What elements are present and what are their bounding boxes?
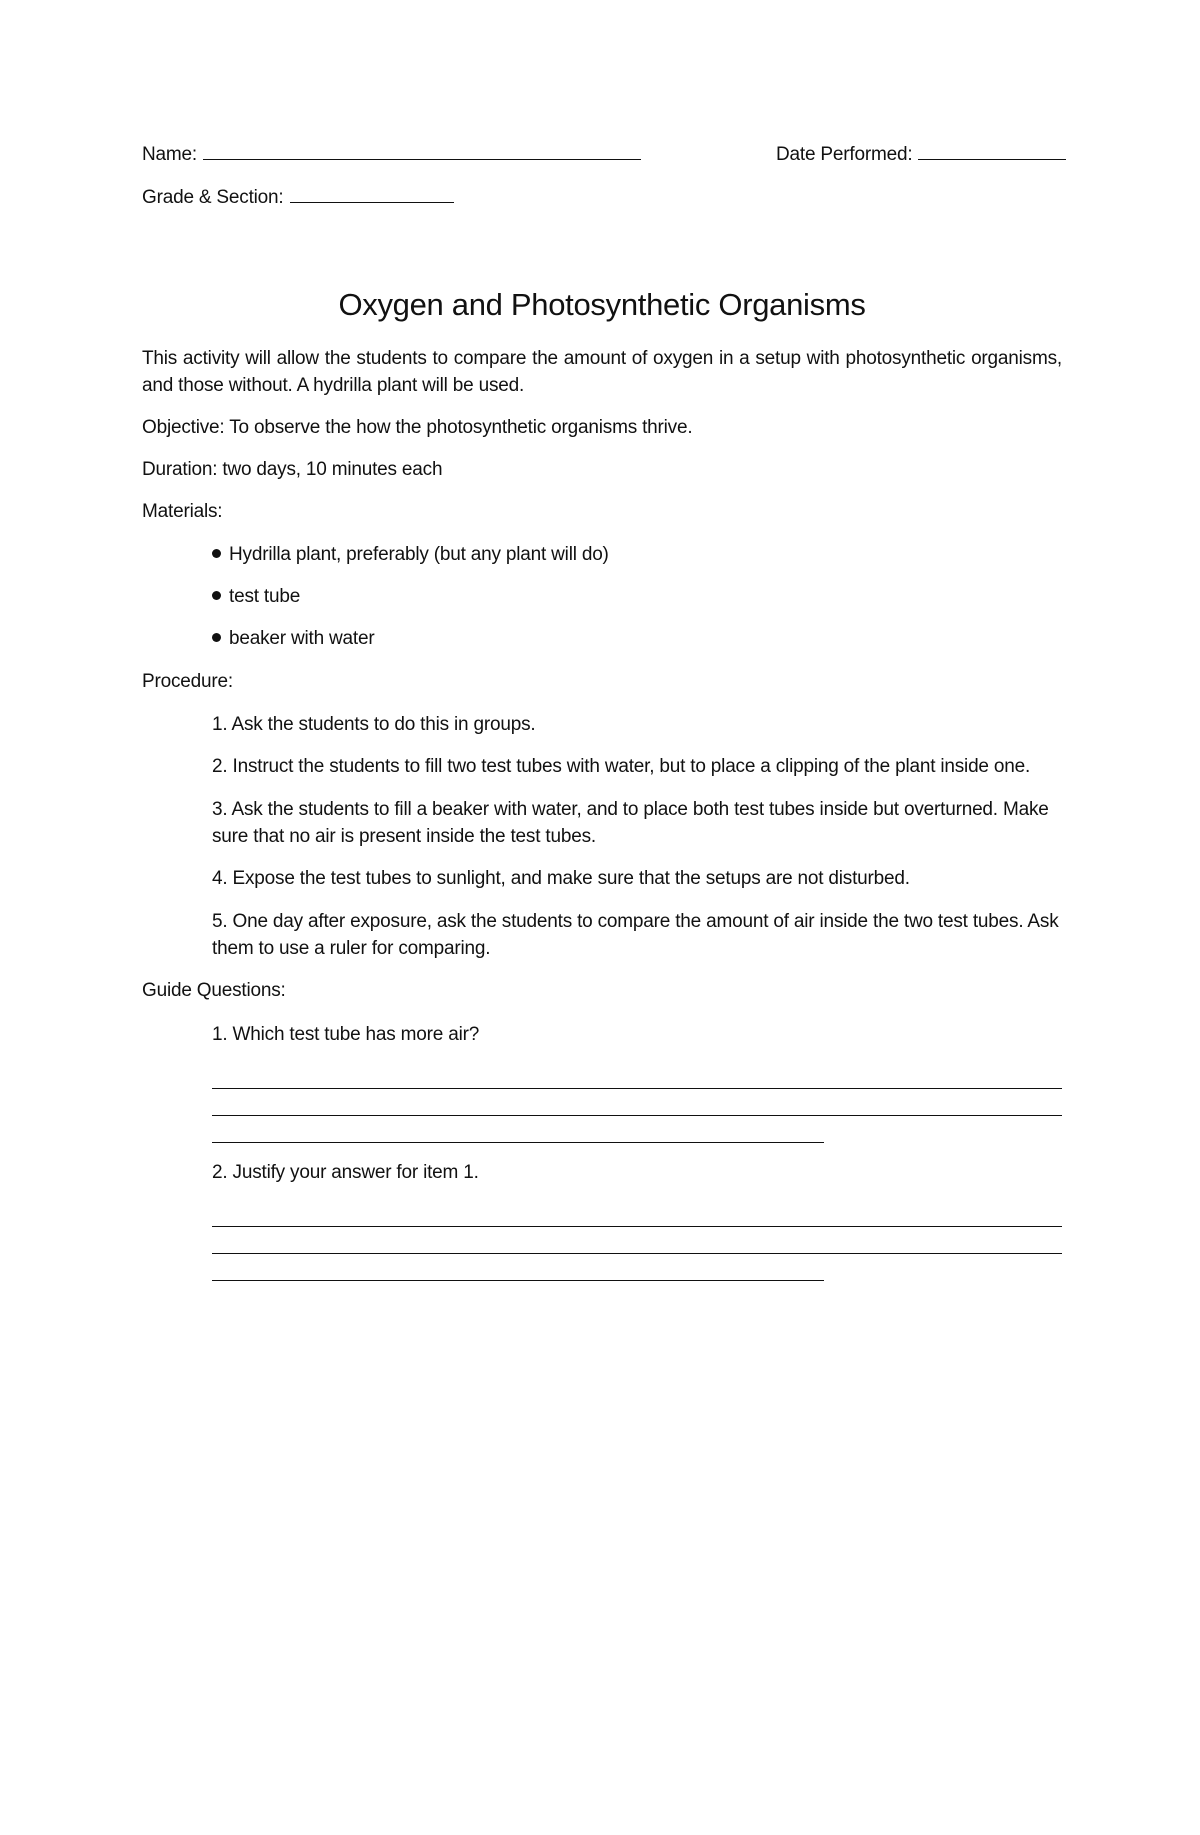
bullet-icon bbox=[212, 549, 221, 558]
procedure-step: 4. Expose the test tubes to sunlight, and make sure that the setups are not disturbed. bbox=[212, 868, 910, 889]
procedure-step: 1. Ask the students to do this in groups. bbox=[212, 714, 536, 735]
material-item: test tube bbox=[229, 586, 301, 607]
material-item: Hydrilla plant, preferably (but any plant will do) bbox=[229, 544, 609, 565]
date-performed-label: Date Performed: bbox=[776, 144, 913, 165]
grade-section-blank[interactable] bbox=[290, 184, 454, 203]
guide-question: 1. Which test tube has more air? bbox=[212, 1024, 480, 1045]
bullet-icon bbox=[212, 591, 221, 600]
grade-section-label: Grade & Section: bbox=[142, 187, 284, 208]
procedure-step: 5. One day after exposure, ask the students to compare the amount of air inside the two test tubes. Ask them to use a ruler for comparing. bbox=[212, 911, 1059, 959]
list-item bbox=[212, 625, 1062, 652]
name-label: Name: bbox=[142, 144, 197, 165]
intro-paragraph: This activity will allow the students to compare the amount of oxygen in a setup with photosynthetic organisms, and those without. A hydrilla plant will be used. bbox=[142, 348, 1062, 396]
materials-heading: Materials: bbox=[142, 501, 223, 522]
procedure-step: 3. Ask the students to fill a beaker with water, and to place both test tubes inside but overturned. Make sure that no air is present inside the test tubes. bbox=[212, 799, 1049, 847]
date-performed-field[interactable] bbox=[776, 141, 1066, 166]
answer-line[interactable] bbox=[212, 1253, 1062, 1254]
material-item: beaker with water bbox=[229, 628, 375, 649]
bullet-icon bbox=[212, 633, 221, 642]
answer-line[interactable] bbox=[212, 1226, 1062, 1227]
procedure-heading: Procedure: bbox=[142, 671, 233, 692]
answer-line[interactable] bbox=[212, 1088, 1062, 1089]
objective-text: Objective: To observe the how the photosynthetic organisms thrive. bbox=[142, 417, 693, 438]
grade-section-field[interactable] bbox=[142, 184, 454, 209]
guide-question: 2. Justify your answer for item 1. bbox=[212, 1162, 479, 1183]
procedure-step: 2. Instruct the students to fill two test tubes with water, but to place a clipping of the plant inside one. bbox=[212, 756, 1031, 777]
duration-text: Duration: two days, 10 minutes each bbox=[142, 459, 443, 480]
name-blank[interactable] bbox=[203, 141, 641, 160]
date-performed-blank[interactable] bbox=[918, 141, 1066, 160]
list-item bbox=[212, 583, 1062, 610]
answer-line[interactable] bbox=[212, 1115, 1062, 1116]
answer-line[interactable] bbox=[212, 1142, 824, 1143]
page-title: Oxygen and Photosynthetic Organisms bbox=[338, 287, 866, 322]
guide-questions-heading: Guide Questions: bbox=[142, 980, 286, 1001]
list-item bbox=[212, 541, 1062, 568]
answer-line[interactable] bbox=[212, 1280, 824, 1281]
name-field[interactable] bbox=[142, 141, 641, 166]
